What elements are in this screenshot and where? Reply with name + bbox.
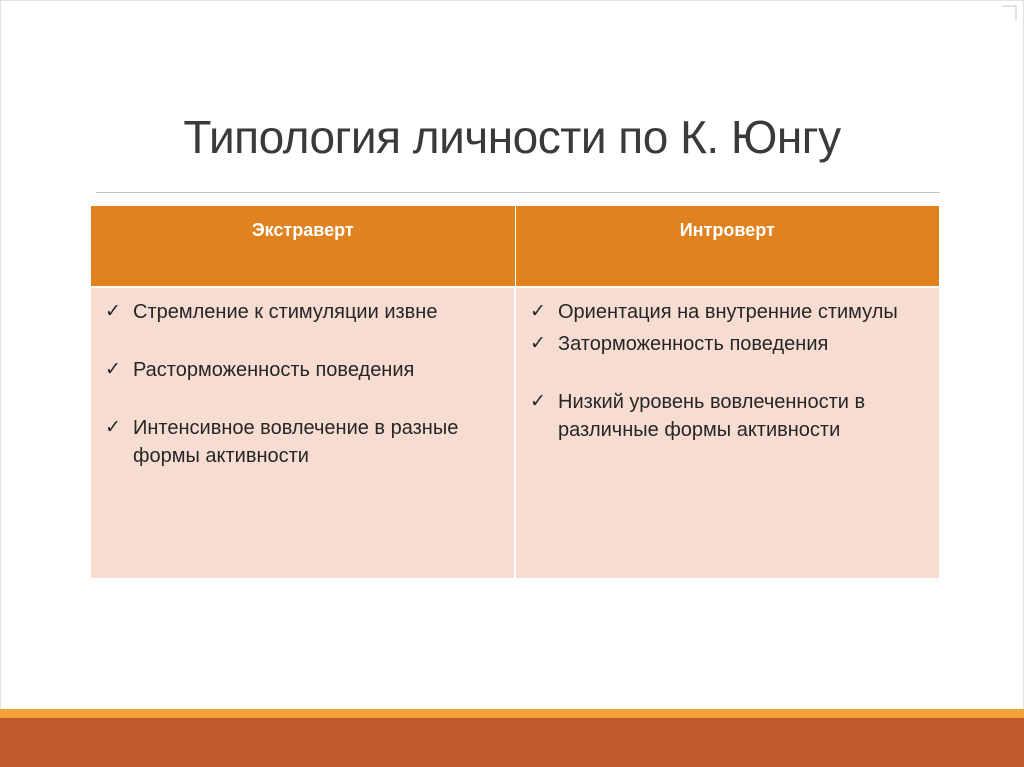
list-item (101, 356, 504, 384)
footer-accent-bar (0, 709, 1024, 718)
comparison-table (91, 206, 939, 578)
slide-title: Типология личности по К. Юнгу (183, 111, 841, 163)
list-item (526, 298, 929, 326)
checkmark-icon: ✓ (530, 333, 546, 354)
list-item-text: Стремление к стимуляции извне (133, 301, 438, 323)
list-item-text: Интенсивное вовлечение в разные формы активности (133, 417, 459, 467)
extravert-cell (91, 288, 516, 578)
list-item-text: Ориентация на внутренние стимулы (558, 301, 898, 323)
checkmark-icon: ✓ (530, 391, 546, 412)
checkmark-icon: ✓ (105, 301, 121, 322)
list-item (526, 388, 929, 444)
introvert-cell (516, 288, 939, 578)
checkmark-icon: ✓ (530, 301, 546, 322)
list-item-text: Низкий уровень вовлеченности в различные формы активности (558, 391, 866, 441)
list-item-text: Расторможенность поведения (133, 359, 415, 381)
list-item (526, 330, 929, 358)
footer-bar (0, 718, 1024, 767)
table-header-row (91, 206, 939, 286)
checkmark-icon: ✓ (105, 359, 121, 380)
title-divider (96, 192, 940, 193)
corner-corner-icon (1000, 4, 1018, 22)
column-header-introvert: Интроверт (679, 220, 775, 240)
list-item (101, 298, 504, 326)
checkmark-icon: ✓ (105, 417, 121, 438)
table-body-row (91, 286, 939, 578)
column-header-extravert: Экстраверт (91, 206, 516, 286)
list-item-text: Заторможенность поведения (558, 333, 829, 355)
list-item (101, 414, 504, 470)
